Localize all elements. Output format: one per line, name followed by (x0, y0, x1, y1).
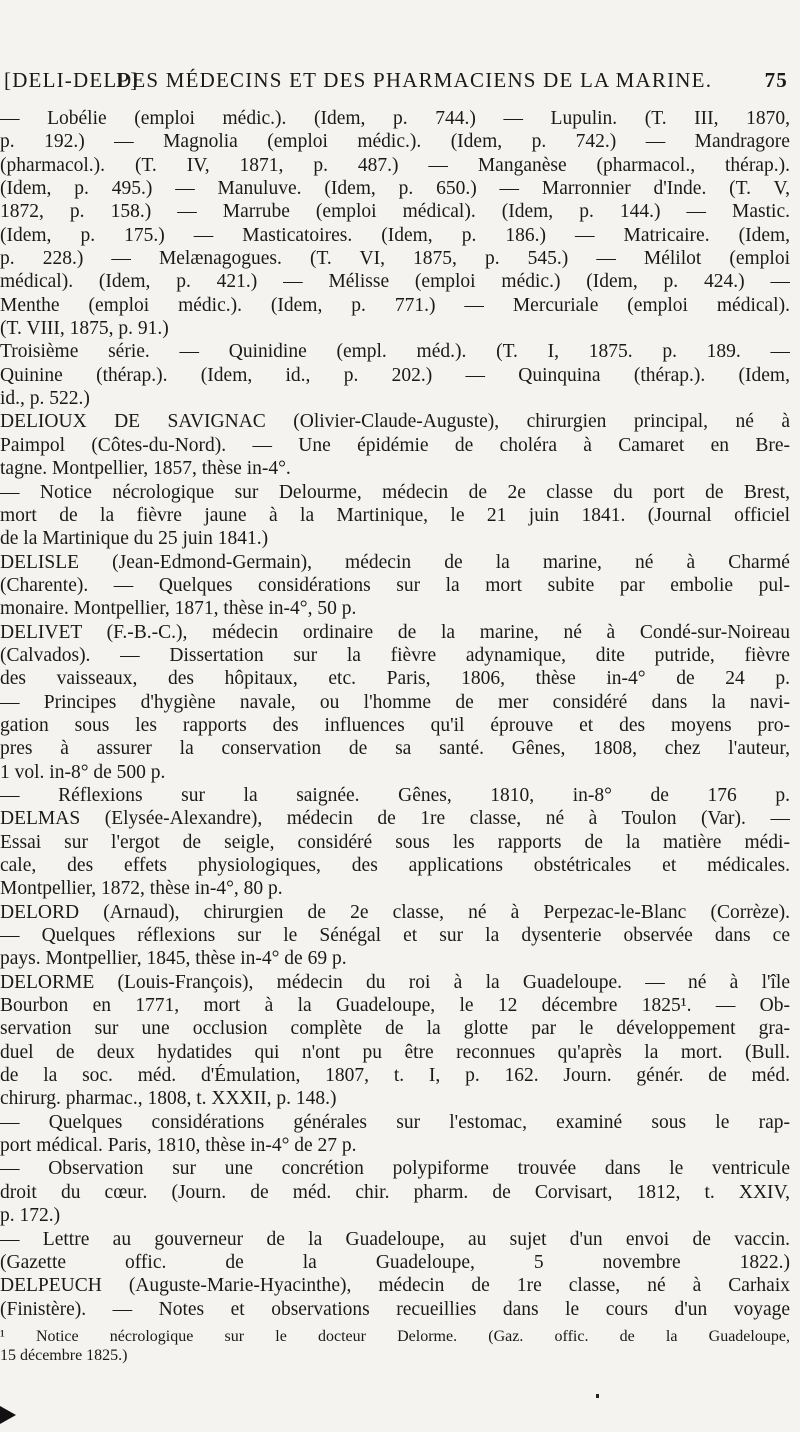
footnote-line: 15 décembre 1825.) (0, 1347, 128, 1364)
header-entry-range: [DELI-DELP] (4, 68, 139, 92)
text-line: Quinine (thérap.). (Idem, id., p. 202.) — Quinquina (thérap.). (Idem, (0, 364, 790, 386)
text-line: DELIOUX DE SAVIGNAC (Olivier-Claude-Auguste), chirurgien principal, né à (0, 411, 790, 433)
text-line: — Lobélie (emploi médic.). (Idem, p. 744.) — Lupulin. (T. III, 1870, (0, 108, 790, 129)
footnote-line: ¹ Notice nécrologique sur le docteur Delorme. (Gaz. offic. de la Guadeloupe, (0, 1328, 790, 1345)
text-line: (Charente). — Quelques considérations sur la mort subite par embolie pul- (0, 574, 790, 596)
text-line: Essai sur l'ergot de seigle, considéré sous les rapports de la matière médi- (0, 831, 790, 853)
text-line: Troisième série. — Quinidine (empl. méd.). (T. I, 1875. p. 189. — (0, 341, 790, 363)
text-line: gation sous les rapports des influences qu'il éprouve et des moyens pro- (0, 714, 790, 736)
text-line: p. 228.) — Melænagogues. (T. VI, 1875, p. 545.) — Mélilot (emploi (0, 248, 790, 270)
text-line: (Finistère). — Notes et observations recueillies dans le cours d'un voyage (0, 1298, 790, 1320)
text-line: 1872, p. 158.) — Marrube (emploi médical). (Idem, p. 144.) — Mastic. (0, 201, 790, 223)
text-line: cale, des effets physiologiques, des applications obstétricales et médicales. (0, 855, 790, 876)
text-line: DELIVET (F.-B.-C.), médecin ordinaire de la marine, né à Condé-sur-Noireau (0, 621, 790, 643)
text-line: tagne. Montpellier, 1857, thèse in-4°. (0, 458, 291, 480)
text-line: (Gazette offic. de la Guadeloupe, 5 novembre 1822.) (0, 1251, 790, 1273)
text-line: Montpellier, 1872, thèse in-4°, 80 p. (0, 878, 283, 900)
text-line: duel de deux hydatides qui n'ont pu être reconnues qu'après la mort. (Bull. (0, 1041, 790, 1063)
text-line: pres à assurer la conservation de sa santé. Gênes, 1808, chez l'auteur, (0, 738, 790, 760)
text-line: — Quelques considérations générales sur l'estomac, examiné sous le rap- (0, 1111, 790, 1133)
text-line: — Observation sur une concrétion polypiforme trouvée dans le ventricule (0, 1158, 790, 1180)
text-line: (T. VIII, 1875, p. 91.) (0, 318, 169, 340)
body-text (0, 107, 790, 1321)
text-line: DELISLE (Jean-Edmond-Germain), médecin de la marine, né à Charmé (0, 551, 790, 573)
text-line: DELORD (Arnaud), chirurgien de 2e classe, né à Perpezac-le-Blanc (Corrèze). (0, 901, 790, 923)
text-line: monaire. Montpellier, 1871, thèse in-4°, 50 p. (0, 598, 357, 620)
text-line: chirurg. pharmac., 1808, t. XXXII, p. 148.) (0, 1088, 337, 1110)
text-line: DELPEUCH (Auguste-Marie-Hyacinthe), médecin de 1re classe, né à Carhaix (0, 1275, 790, 1297)
text-line: p. 192.) — Magnolia (emploi médic.). (Idem, p. 742.) — Mandragore (0, 131, 790, 153)
text-line: de la Martinique du 25 juin 1841.) (0, 528, 269, 550)
text-line: Menthe (emploi médic.). (Idem, p. 771.) — Mercuriale (emploi médical). (0, 294, 790, 316)
text-line: — Notice nécrologique sur Delourme, médecin de 2e classe du port de Brest, (0, 481, 790, 503)
text-line: des vaisseaux, des hôpitaux, etc. Paris, 1806, thèse in-4° de 24 p. (0, 668, 790, 690)
text-line: (Idem, p. 175.) — Masticatoires. (Idem, p. 186.) — Matricaire. (Idem, (0, 224, 790, 246)
running-header (4, 68, 794, 104)
text-line: servation sur une occlusion complète de la glotte par le développement gra- (0, 1018, 790, 1040)
text-line: de la soc. méd. d'Émulation, 1807, t. I, p. 162. Journ. génér. de méd. (0, 1065, 790, 1087)
text-line: droit du cœur. (Journ. de méd. chir. pharm. de Corvisart, 1812, t. XXIV, (0, 1181, 790, 1203)
text-line: pays. Montpellier, 1845, thèse in-4° de 69 p. (0, 948, 347, 970)
text-line: Paimpol (Côtes-du-Nord). — Une épidémie de choléra à Camaret en Bre- (0, 434, 790, 456)
text-line: (Idem, p. 495.) — Manuluve. (Idem, p. 650.) — Marronnier d'Inde. (T. V, (0, 178, 790, 200)
page-edge-mark (0, 1406, 16, 1424)
text-line: DELMAS (Elysée-Alexandre), médecin de 1re classe, né à Toulon (Var). — (0, 808, 790, 830)
text-line: (Calvados). — Dissertation sur la fièvre adynamique, dite putride, fièvre (0, 644, 790, 666)
text-line: — Principes d'hygiène navale, ou l'homme de mer considéré dans la navi- (0, 691, 790, 713)
text-line: mort de la fièvre jaune à la Martinique, le 21 juin 1841. (Journal officiel (0, 504, 790, 526)
text-line: port médical. Paris, 1810, thèse in-4° de 27 p. (0, 1135, 357, 1157)
header-title: DES MÉDECINS ET DES PHARMACIENS DE LA MARINE. (116, 68, 713, 92)
text-line: id., p. 522.) (0, 388, 90, 410)
text-line: — Quelques réflexions sur le Sénégal et sur la dysenterie observée dans ce (0, 925, 790, 947)
text-line: Bourbon en 1771, mort à la Guadeloupe, le 12 décembre 1825¹. — Ob- (0, 995, 790, 1017)
footnotes (0, 1327, 790, 1365)
ink-speck (596, 1394, 599, 1398)
text-line: (pharmacol.). (T. IV, 1871, p. 487.) — Manganèse (pharmacol., thérap.). (0, 154, 790, 176)
text-line: 1 vol. in-8° de 500 p. (0, 761, 166, 783)
text-line: p. 172.) (0, 1205, 61, 1227)
text-line: — Lettre au gouverneur de la Guadeloupe, au sujet d'un envoi de vaccin. (0, 1228, 790, 1250)
text-line: — Réflexions sur la saignée. Gênes, 1810, in-8° de 176 p. (0, 784, 790, 806)
page-number: 75 (764, 68, 788, 92)
text-line: DELORME (Louis-François), médecin du roi à la Guadeloupe. — né à l'île (0, 971, 790, 993)
text-line: médical). (Idem, p. 421.) — Mélisse (emploi médic.) (Idem, p. 424.) — (0, 271, 790, 293)
